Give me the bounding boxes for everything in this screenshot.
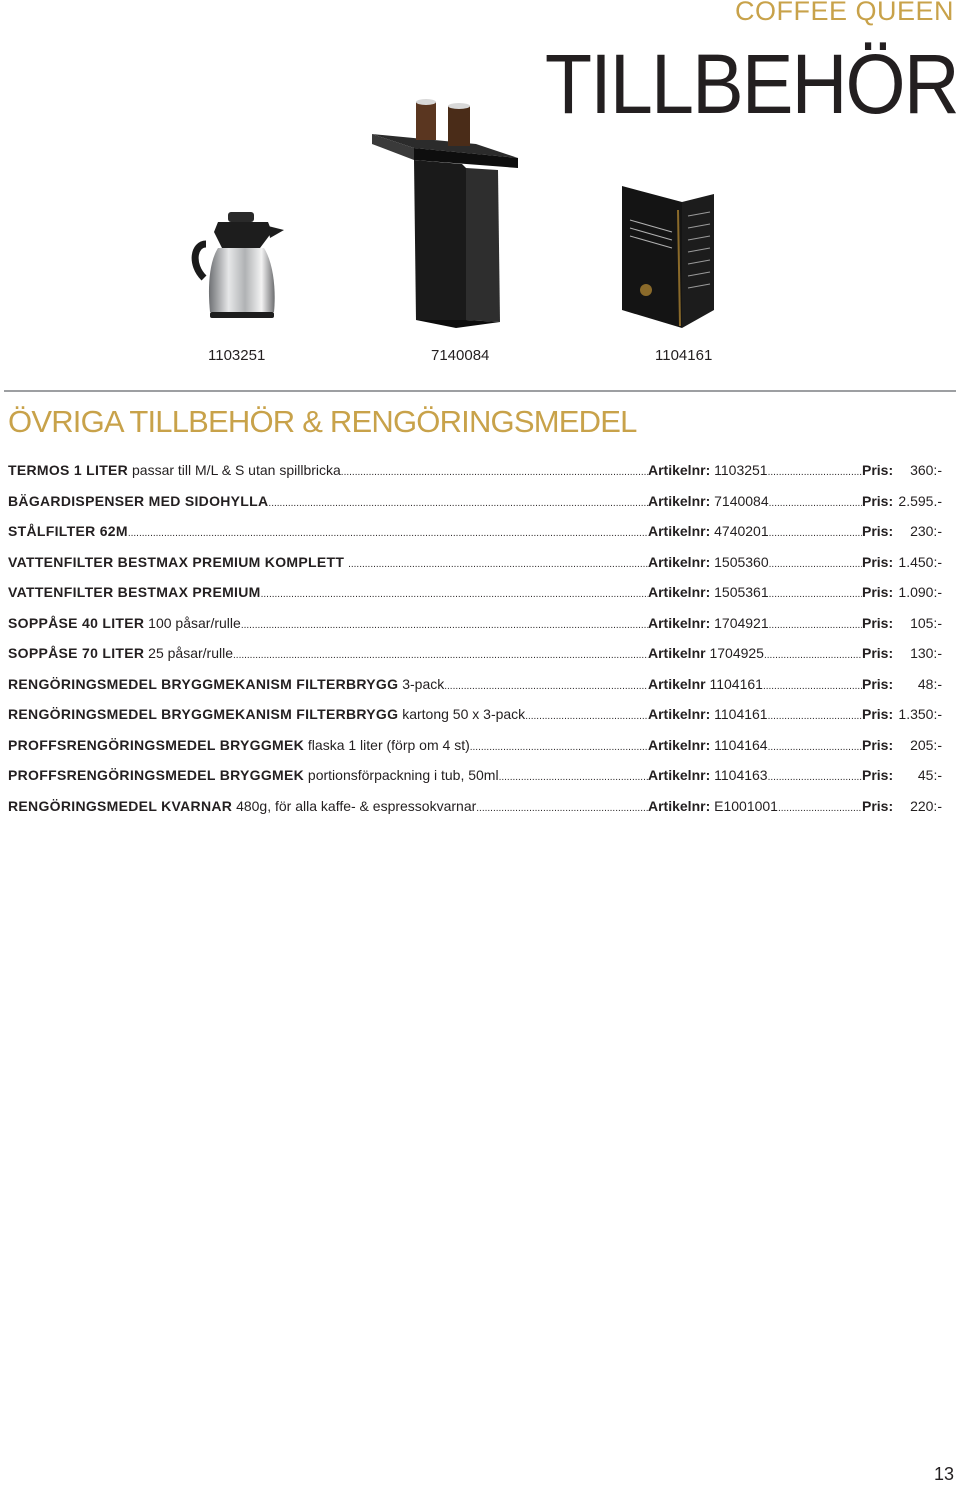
- product-caption: 7140084: [431, 347, 490, 364]
- price-label: Pris:: [862, 675, 894, 692]
- article-number: E1001001: [710, 797, 778, 814]
- article-label: Artikelnr:: [648, 767, 711, 783]
- list-item: [8, 582, 942, 613]
- item-name: PROFFSRENGÖRINGSMEDEL BRYGGMEK: [8, 736, 305, 753]
- price-label: Pris:: [862, 462, 894, 478]
- list-item: [8, 735, 942, 766]
- item-name: SOPPÅSE 70 LITER: [8, 645, 145, 661]
- price-label: Pris:: [862, 614, 894, 631]
- item-name: BÄGARDISPENSER MED SIDOHYLLA: [8, 492, 269, 509]
- item-name: SOPPÅSE 40 LITER: [8, 614, 145, 631]
- price-value: 230:-: [910, 523, 942, 539]
- item-name: PROFFSRENGÖRINGSMEDEL BRYGGMEK: [8, 767, 305, 783]
- list-item: [8, 491, 942, 522]
- section-title: ÖVRIGA TILLBEHÖR & RENGÖRINGSMEDEL: [8, 404, 637, 439]
- list-item: [8, 460, 942, 491]
- page-title: TILLBEHÖR: [545, 37, 958, 131]
- price-label: Pris:: [862, 797, 894, 814]
- article-number: 1704925: [705, 645, 764, 661]
- price-value: 205:-: [910, 736, 942, 753]
- article-number: 1505360: [710, 553, 769, 570]
- page-number: 13: [933, 1464, 954, 1484]
- price-value: 130:-: [910, 645, 942, 661]
- item-name: RENGÖRINGSMEDEL KVARNAR: [8, 797, 233, 814]
- cleaning-booklet-image: [622, 186, 716, 328]
- price-value: 360:-: [910, 462, 942, 478]
- item-name: RENGÖRINGSMEDEL BRYGGMEKANISM FILTERBRYGG: [8, 675, 399, 692]
- article-number: 4740201: [710, 523, 769, 539]
- article-number: 1104164: [710, 736, 768, 753]
- article-label: Artikelnr:: [648, 523, 711, 539]
- product-caption: 1103251: [208, 347, 266, 364]
- article-label: Artikelnr:: [648, 797, 711, 814]
- list-item: [8, 674, 942, 705]
- list-item: [8, 613, 942, 644]
- article-number: 1103251: [710, 462, 768, 478]
- thermos-image: [188, 208, 288, 323]
- price-list: [8, 460, 942, 826]
- price-value: 220:-: [910, 797, 942, 814]
- item-name: RENGÖRINGSMEDEL BRYGGMEKANISM FILTERBRYGG: [8, 706, 399, 722]
- article-label: Artikelnr:: [648, 492, 711, 509]
- item-detail: 25 påsar/rulle: [144, 645, 234, 661]
- item-detail: 480g, för alla kaffe- & espressokvarnar: [232, 797, 477, 814]
- price-value: 1.450:-: [898, 553, 942, 570]
- article-label: Artikelnr:: [648, 553, 711, 570]
- product-caption: 1104161: [655, 347, 713, 364]
- price-value: 1.350:-: [898, 706, 942, 722]
- price-value: 2.595.-: [898, 492, 942, 509]
- cup-dispenser-image: [372, 96, 520, 332]
- article-number: 1505361: [710, 584, 769, 600]
- price-label: Pris:: [862, 492, 894, 509]
- list-item: [8, 765, 942, 796]
- item-detail: flaska 1 liter (förp om 4 st): [304, 736, 470, 753]
- article-label: Artikelnr:: [648, 462, 711, 478]
- item-name: VATTENFILTER BESTMAX PREMIUM KOMPLETT: [8, 553, 345, 570]
- price-label: Pris:: [862, 584, 894, 600]
- item-name: TERMOS 1 LITER: [8, 462, 129, 478]
- item-detail: portionsförpackning i tub, 50ml: [304, 767, 499, 783]
- article-label: Artikelnr:: [648, 736, 711, 753]
- item-detail: 3-pack: [398, 675, 445, 692]
- price-label: Pris:: [862, 523, 894, 539]
- article-number: 7140084: [710, 492, 769, 509]
- price-value: 45:-: [917, 767, 942, 783]
- item-name: VATTENFILTER BESTMAX PREMIUM: [8, 584, 261, 600]
- article-number: 1104161: [705, 675, 763, 692]
- item-detail: 100 påsar/rulle: [144, 614, 241, 631]
- item-detail: kartong 50 x 3-pack: [398, 706, 526, 722]
- list-item: [8, 643, 942, 674]
- price-label: Pris:: [862, 553, 894, 570]
- price-value: 105:-: [910, 614, 942, 631]
- article-number: 1104163: [710, 767, 768, 783]
- article-label: Artikelnr:: [648, 584, 711, 600]
- list-item: [8, 796, 942, 827]
- item-detail: [344, 554, 348, 570]
- article-label: Artikelnr: [648, 645, 706, 661]
- price-label: Pris:: [862, 767, 894, 783]
- price-value: 1.090:-: [898, 584, 942, 600]
- article-number: 1704921: [710, 614, 769, 631]
- article-label: Artikelnr: [648, 675, 706, 692]
- price-label: Pris:: [862, 736, 894, 753]
- article-number: 1104161: [710, 706, 768, 722]
- price-value: 48:-: [917, 675, 942, 692]
- list-item: [8, 521, 942, 552]
- article-label: Artikelnr:: [648, 614, 711, 631]
- price-label: Pris:: [862, 645, 894, 661]
- section-divider: [4, 390, 956, 392]
- price-label: Pris:: [862, 706, 894, 722]
- article-label: Artikelnr:: [648, 706, 711, 722]
- brand-name: COFFEE QUEEN: [734, 0, 954, 26]
- item-name: STÅLFILTER 62M: [8, 523, 128, 539]
- list-item: [8, 704, 942, 735]
- list-item: [8, 552, 942, 583]
- item-detail: passar till M/L & S utan spillbricka: [128, 462, 341, 478]
